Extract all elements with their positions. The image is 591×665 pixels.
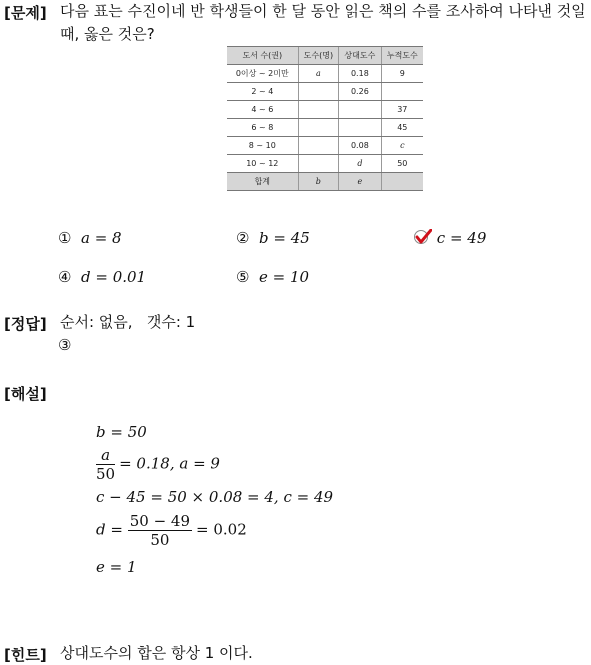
table-cell xyxy=(298,101,339,119)
table-footer-cell: 합계 xyxy=(227,173,298,191)
table-cell: 0이상 ~ 2미만 xyxy=(227,65,298,83)
answer-value: ③ xyxy=(58,336,72,354)
choice-number: ① xyxy=(58,229,72,247)
choice-expr: e = 10 xyxy=(259,268,310,286)
table-cell: 37 xyxy=(381,101,423,119)
table-cell: 45 xyxy=(381,119,423,137)
table-cell xyxy=(339,101,382,119)
table-footer-row xyxy=(227,173,423,191)
solution-line-1: b = 50 xyxy=(96,423,147,441)
table-header: 상대도수 xyxy=(339,47,382,65)
answer-tag: [정답] xyxy=(4,315,47,333)
table-cell: 4 ~ 6 xyxy=(227,101,298,119)
choice-5[interactable] xyxy=(236,268,309,286)
problem-tag: [문제] xyxy=(4,4,47,22)
choice-1[interactable] xyxy=(58,229,122,247)
table-cell xyxy=(298,83,339,101)
table-cell: 50 xyxy=(381,155,423,173)
choice-expr: a = 8 xyxy=(81,229,122,247)
table-cell: 0.18 xyxy=(339,65,382,83)
table-cell: 6 ~ 8 xyxy=(227,119,298,137)
fraction-denominator: 50 xyxy=(150,531,170,549)
choice-4[interactable] xyxy=(58,268,146,286)
table-footer-cell: b xyxy=(298,173,339,191)
table-cell: 9 xyxy=(381,65,423,83)
solution-line-4 xyxy=(96,512,247,549)
table-row xyxy=(227,83,423,101)
solution-line-3: c − 45 = 50 × 0.08 = 4, c = 49 xyxy=(96,488,334,506)
choice-3[interactable] xyxy=(414,229,486,247)
table-cell xyxy=(381,83,423,101)
hint-tag: [힌트] xyxy=(4,646,47,664)
table-cell xyxy=(298,119,339,137)
table-row xyxy=(227,155,423,173)
table-row xyxy=(227,137,423,155)
table-row xyxy=(227,101,423,119)
choice-expr: d = 0.01 xyxy=(81,268,147,286)
solution-tag: [해설] xyxy=(4,385,47,403)
table-header: 도수(명) xyxy=(298,47,339,65)
table-cell: 10 ~ 12 xyxy=(227,155,298,173)
table-header-row xyxy=(227,47,423,65)
problem-line-1: 다음 표는 수진이네 반 학생들이 한 달 동안 읽은 책의 수를 조사하여 나타낸 것일 xyxy=(60,2,586,20)
solution-line-2 xyxy=(96,446,220,483)
choice-number: ② xyxy=(236,229,250,247)
answer-line-1: 순서: 없음, 갯수: 1 xyxy=(60,313,196,331)
check-mark-icon xyxy=(414,229,432,245)
hint-text: 상대도수의 합은 항상 1 이다. xyxy=(60,644,253,662)
table-cell: d xyxy=(339,155,382,173)
table-cell: 2 ~ 4 xyxy=(227,83,298,101)
table-footer-cell: e xyxy=(339,173,382,191)
choice-expr: c = 49 xyxy=(436,229,487,247)
fraction xyxy=(96,446,115,483)
table-header: 도서 수(권) xyxy=(227,47,298,65)
table-cell: 0.26 xyxy=(339,83,382,101)
solution-line-4-rest: = 0.02 xyxy=(196,520,247,539)
table-footer-cell xyxy=(381,173,423,191)
solution-line-5: e = 1 xyxy=(96,558,137,576)
table-cell xyxy=(298,137,339,155)
choice-number: ⑤ xyxy=(236,268,250,286)
solution-line-2-rest: = 0.18, a = 9 xyxy=(119,454,220,473)
table-row xyxy=(227,119,423,137)
table-cell: 8 ~ 10 xyxy=(227,137,298,155)
choice-number: ④ xyxy=(58,268,72,286)
table-cell: a xyxy=(298,65,339,83)
fraction-numerator: a xyxy=(96,446,115,465)
table-cell xyxy=(339,119,382,137)
fraction-denominator: 50 xyxy=(96,465,116,483)
choice-2[interactable] xyxy=(236,229,310,247)
table-cell: c xyxy=(381,137,423,155)
table-header: 누적도수 xyxy=(381,47,423,65)
fraction-numerator: 50 − 49 xyxy=(129,512,191,530)
solution-line-4-lhs: d = xyxy=(96,520,123,539)
table-row xyxy=(227,65,423,83)
fraction xyxy=(128,512,192,549)
table-cell xyxy=(298,155,339,173)
problem-line-2: 때, 옳은 것은? xyxy=(60,25,155,43)
frequency-table xyxy=(227,46,423,191)
table-cell: 0.08 xyxy=(339,137,382,155)
choice-expr: b = 45 xyxy=(259,229,310,247)
